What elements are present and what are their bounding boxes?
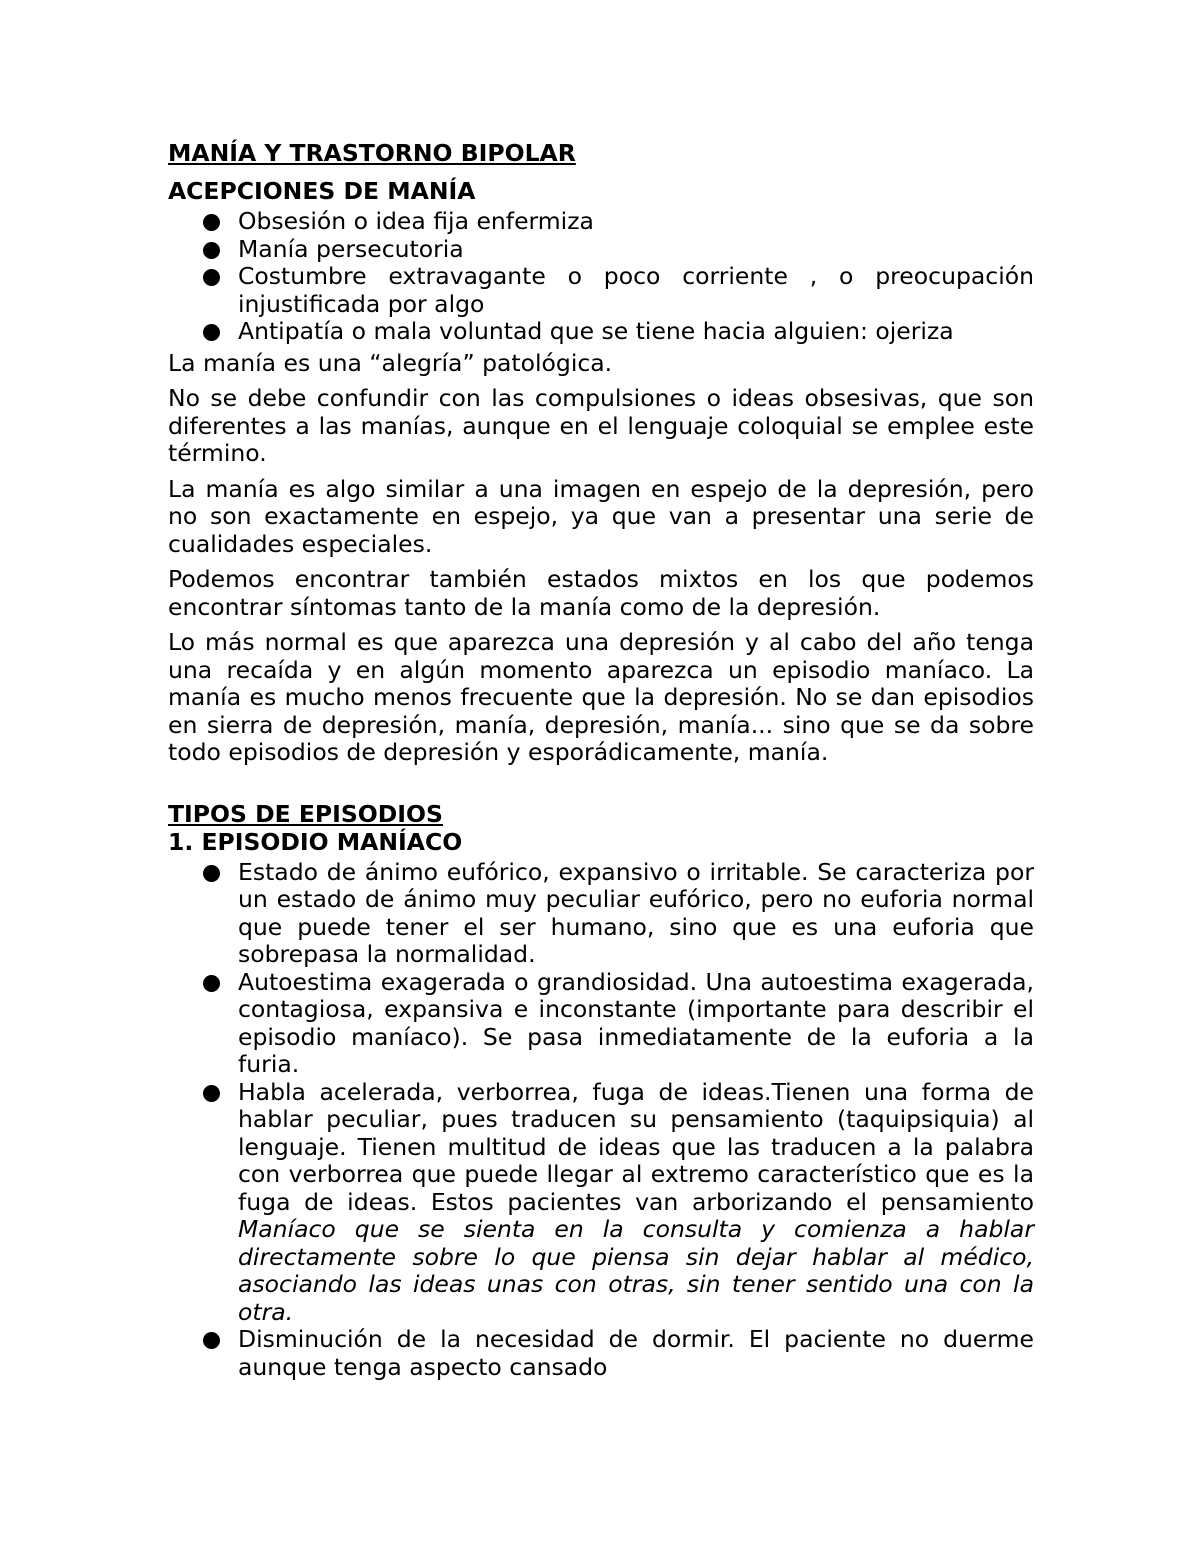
list-item-text: Estado de ánimo eufórico, expansivo o irritable. Se caracteriza por un estado de ánimo muy peculiar eufórico, pero no euforia normal que puede tener el ser humano, sino que es una euforia que sobrepasa la normalidad.	[238, 857, 1034, 968]
bullet-icon	[203, 1085, 220, 1102]
bullet-icon	[203, 1332, 220, 1349]
bullet-icon	[203, 242, 220, 259]
list-item	[168, 318, 1034, 346]
list-item-text: Obsesión o idea fija enfermiza	[238, 207, 594, 235]
list-item-text: Antipatía o mala voluntad que se tiene hacia alguien: ojeriza	[238, 317, 954, 345]
episodio-list	[168, 859, 1034, 1382]
paragraph: Podemos encontrar también estados mixtos en los que podemos encontrar síntomas tanto de la manía como de la depresión.	[168, 565, 1034, 621]
document-title: MANÍA Y TRASTORNO BIPOLAR	[168, 139, 576, 167]
bullet-icon	[203, 324, 220, 341]
list-item	[168, 236, 1034, 264]
list-item	[168, 263, 1034, 318]
document-body	[168, 139, 1034, 1381]
list-item-text: Autoestima exagerada o grandiosidad. Una autoestima exagerada, contagiosa, expansiva e inconstante (importante para describir el episodio maníaco). Se pasa inmediatamente de la euforia a la furia.	[238, 967, 1034, 1078]
acepciones-list	[168, 208, 1034, 346]
episodio-maniaco-heading: 1. EPISODIO MANÍACO	[168, 827, 463, 856]
list-item	[168, 969, 1034, 1079]
bullet-icon	[203, 269, 220, 286]
bullet-icon	[203, 975, 220, 992]
acepciones-heading: ACEPCIONES DE MANÍA	[168, 177, 476, 205]
list-item-italic-text: Maníaco que se sienta en la consulta y comienza a hablar directamente sobre lo que piensa sin dejar hablar al médico, asociando las ideas unas con otras, sin tener sentido una con la otra.	[238, 1215, 1034, 1326]
paragraph: No se debe confundir con las compulsiones o ideas obsesivas, que son diferentes a las manías, aunque en el lenguaje coloquial se emplee este término.	[168, 384, 1034, 467]
list-item	[168, 1326, 1034, 1381]
list-item	[168, 1079, 1034, 1327]
bullet-icon	[203, 865, 220, 882]
bullet-icon	[203, 214, 220, 231]
paragraph: La manía es una “alegría” patológica.	[168, 348, 613, 377]
list-item-text: Manía persecutoria	[238, 234, 464, 263]
list-item-text: Disminución de la necesidad de dormir. El paciente no duerme aunque tenga aspecto cansado	[238, 1325, 1034, 1381]
list-item	[168, 859, 1034, 969]
paragraph: La manía es algo similar a una imagen en espejo de la depresión, pero no son exactamente en espejo, ya que van a presentar una serie de cualidades especiales.	[168, 474, 1034, 558]
list-item-text: Habla acelerada, verborrea, fuga de ideas.Tienen una forma de hablar peculiar, pues traducen su pensamiento (taquipsiquia) al lenguaje. Tienen multitud de ideas que las traducen a la palabra con verborrea que puede llegar al extremo característico que es la fuga de ideas. Estos pacientes van arborizando el pensamiento	[238, 1077, 1034, 1216]
list-item	[168, 208, 1034, 236]
tipos-heading: TIPOS DE EPISODIOS	[168, 799, 443, 828]
list-item-text: Costumbre extravagante o poco corriente , o preocupación injustificada por algo	[238, 262, 1034, 318]
paragraph: Lo más normal es que aparezca una depresión y al cabo del año tenga una recaída y en algún momento aparezca un episodio maníaco. La manía es mucho menos frecuente que la depresión. No se dan episodios en sierra de depresión, manía, depresión, manía... sino que se da sobre todo episodios de depresión y esporádicamente, manía.	[168, 628, 1034, 766]
